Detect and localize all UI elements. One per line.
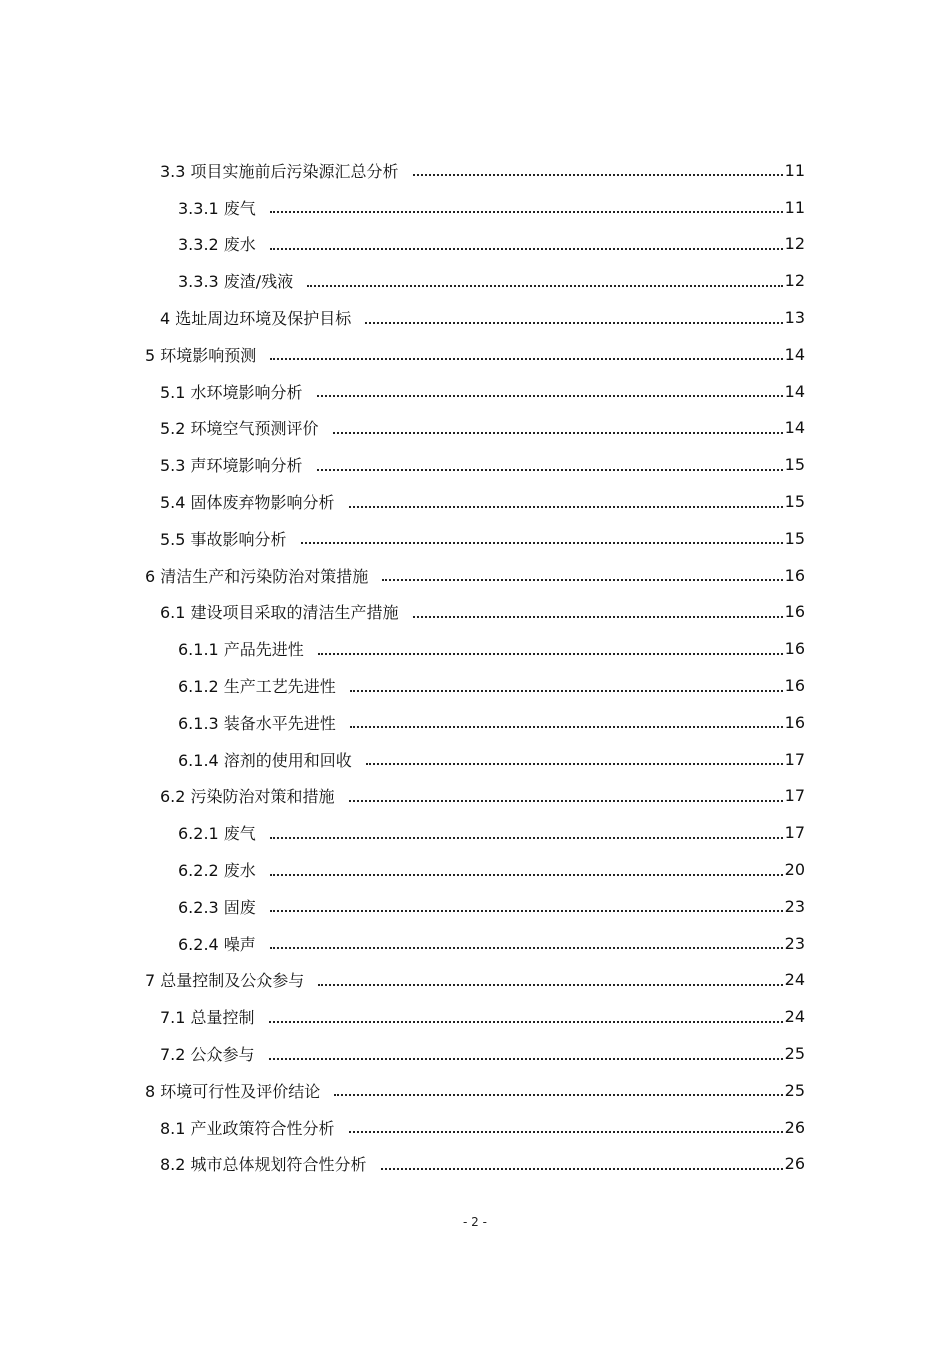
toc-entry[interactable] (0, 557, 950, 594)
toc-page-number: 24 (784, 970, 805, 990)
toc-entry-title: 7.2 公众参与 (160, 1045, 255, 1065)
toc-page-number: 14 (784, 381, 805, 401)
toc-page-number: 11 (784, 197, 805, 217)
toc-entry-title: 6.2.2 废水 (178, 861, 256, 881)
toc-entry-title: 8 环境可行性及评价结论 (145, 1081, 321, 1101)
toc-entry[interactable] (0, 446, 950, 483)
toc-entry-title: 6.1.2 生产工艺先进性 (178, 677, 336, 697)
dot-leader (318, 653, 783, 655)
dot-leader (269, 1021, 783, 1023)
toc-entry-title: 5.1 水环境影响分析 (160, 382, 303, 402)
toc-page-number: 17 (784, 749, 805, 769)
toc-entry-title: 5 环境影响预测 (145, 345, 257, 365)
dot-leader (270, 211, 783, 213)
dot-leader (301, 542, 783, 544)
toc-entry[interactable] (0, 483, 950, 520)
toc-page-number: 26 (784, 1154, 805, 1174)
dot-leader (413, 174, 783, 176)
toc-page-number: 25 (784, 1044, 805, 1064)
dot-leader (382, 579, 782, 581)
toc-page-number: 13 (784, 308, 805, 328)
toc-entry[interactable] (0, 226, 950, 263)
toc-entry[interactable] (0, 1072, 950, 1109)
dot-leader (350, 726, 783, 728)
toc-entry-title: 4 选址周边环境及保护目标 (160, 309, 352, 329)
toc-page-number: 16 (784, 712, 805, 732)
toc-entry[interactable] (0, 851, 950, 888)
toc-page-number: 14 (784, 418, 805, 438)
toc-entry[interactable] (0, 667, 950, 704)
toc-entry-title: 3.3.3 废渣/残液 (178, 272, 294, 292)
toc-entry[interactable] (0, 520, 950, 557)
toc-entry-title: 8.1 产业政策符合性分析 (160, 1118, 335, 1138)
toc-entry[interactable] (0, 704, 950, 741)
dot-leader (317, 469, 783, 471)
toc-entry[interactable] (0, 778, 950, 815)
toc-page-number: 17 (784, 823, 805, 843)
toc-entry[interactable] (0, 299, 950, 336)
toc-entry[interactable] (0, 630, 950, 667)
dot-leader (269, 1058, 783, 1060)
toc-page-number: 15 (784, 528, 805, 548)
toc-entry[interactable] (0, 594, 950, 631)
toc-entry-title: 6 清洁生产和污染防治对策措施 (145, 566, 369, 586)
dot-leader (270, 910, 783, 912)
dot-leader (270, 248, 783, 250)
toc-page-number: 16 (784, 565, 805, 585)
dot-leader (270, 358, 782, 360)
toc-entry[interactable] (0, 925, 950, 962)
toc-entry[interactable] (0, 1035, 950, 1072)
dot-leader (366, 763, 783, 765)
dot-leader (350, 690, 783, 692)
toc-entry[interactable] (0, 1109, 950, 1146)
toc-entry[interactable] (0, 741, 950, 778)
toc-entry[interactable] (0, 410, 950, 447)
dot-leader (349, 506, 783, 508)
toc-page-number: 15 (784, 455, 805, 475)
dot-leader (318, 984, 782, 986)
toc-page-number: 12 (784, 234, 805, 254)
dot-leader (349, 1131, 783, 1133)
toc-entry-title: 7.1 总量控制 (160, 1008, 255, 1028)
toc-entry-title: 8.2 城市总体规划符合性分析 (160, 1155, 367, 1175)
toc-page-number: 25 (784, 1080, 805, 1100)
dot-leader (365, 322, 782, 324)
toc-page-number: 12 (784, 271, 805, 291)
dot-leader (413, 616, 783, 618)
toc-entry[interactable] (0, 336, 950, 373)
toc-entry[interactable] (0, 189, 950, 226)
dot-leader (317, 395, 783, 397)
toc-entry-title: 6.1.3 装备水平先进性 (178, 713, 336, 733)
dot-leader (270, 837, 783, 839)
page-footer-number: - 2 - (463, 1215, 487, 1229)
toc-entry-title: 6.2.1 废气 (178, 824, 256, 844)
toc-entry[interactable] (0, 888, 950, 925)
toc-entry-title: 3.3.2 废水 (178, 235, 256, 255)
toc-page-number: 11 (784, 160, 805, 180)
toc-entry-title: 5.4 固体废弃物影响分析 (160, 493, 335, 513)
toc-page-number: 23 (784, 933, 805, 953)
dot-leader (349, 800, 783, 802)
toc-entry[interactable] (0, 998, 950, 1035)
toc-entry[interactable] (0, 152, 950, 189)
dot-leader (333, 432, 783, 434)
toc-page-number: 16 (784, 639, 805, 659)
toc-page-number: 17 (784, 786, 805, 806)
toc-page-number: 24 (784, 1007, 805, 1027)
toc-entry-title: 6.1.4 溶剂的使用和回收 (178, 750, 352, 770)
toc-entry-title: 6.2 污染防治对策和措施 (160, 787, 335, 807)
toc-page-number: 15 (784, 492, 805, 512)
toc-page-number: 20 (784, 860, 805, 880)
toc-entry-title: 3.3 项目实施前后污染源汇总分析 (160, 161, 399, 181)
toc-entry-title: 5.2 环境空气预测评价 (160, 419, 319, 439)
dot-leader (270, 874, 783, 876)
dot-leader (307, 285, 782, 287)
toc-entry[interactable] (0, 962, 950, 999)
toc-entry[interactable] (0, 814, 950, 851)
toc-entry[interactable] (0, 262, 950, 299)
dot-leader (270, 947, 783, 949)
toc-page-number: 14 (784, 344, 805, 364)
toc-page-number: 16 (784, 676, 805, 696)
toc-page-number: 16 (784, 602, 805, 622)
toc-entry-title: 5.5 事故影响分析 (160, 529, 287, 549)
toc-entry-title: 6.1.1 产品先进性 (178, 640, 304, 660)
toc-entry-title: 6.2.3 固废 (178, 897, 256, 917)
table-of-contents (0, 152, 950, 1182)
toc-entry-title: 5.3 声环境影响分析 (160, 456, 303, 476)
toc-entry-title: 6.2.4 噪声 (178, 934, 256, 954)
toc-page-number: 23 (784, 896, 805, 916)
toc-entry-title: 3.3.1 废气 (178, 198, 256, 218)
toc-entry-title: 6.1 建设项目采取的清洁生产措施 (160, 603, 399, 623)
dot-leader (381, 1168, 783, 1170)
dot-leader (334, 1094, 782, 1096)
toc-entry-title: 7 总量控制及公众参与 (145, 971, 305, 991)
toc-entry[interactable] (0, 1146, 950, 1183)
toc-page-number: 26 (784, 1117, 805, 1137)
toc-entry[interactable] (0, 373, 950, 410)
